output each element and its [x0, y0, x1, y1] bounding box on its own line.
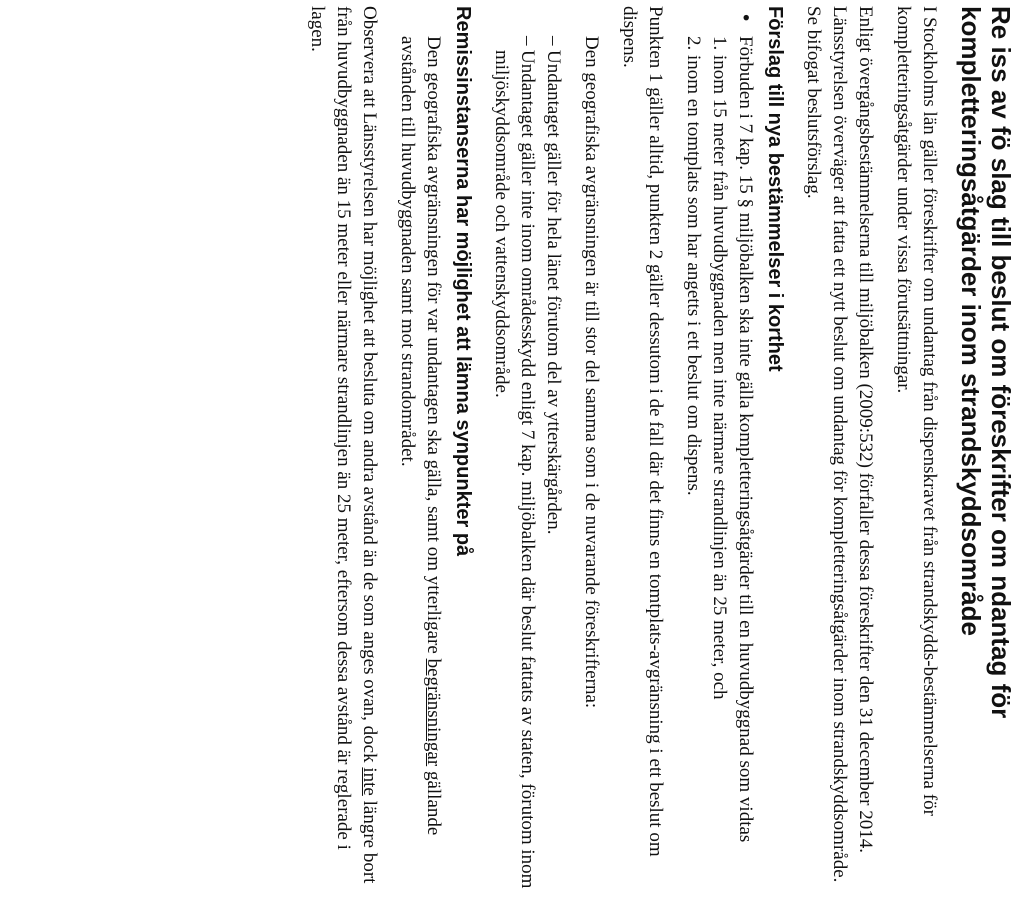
list-item	[540, 36, 566, 898]
punkten-paragraph: Punkten 1 gäller alltid, punkten 2 gäller dessutom i de fall där det finns en tomtplats-avgränsning i ett beslut om dispens.	[619, 6, 666, 857]
intro-paragraph-1: I Stockholms län gäller föreskrifter om undantag från dispenskravet från strandskydds-bestämmelserna för kompletteringsåtgärder under vissa förutsättningar.	[893, 6, 940, 816]
proposal-numbered-list	[680, 6, 732, 898]
geographic-dash-list	[488, 6, 566, 898]
list-item	[732, 12, 758, 898]
list-item: 2. inom en tomtplats som har angetts i ett beslut om dispens.	[683, 36, 704, 496]
document-body	[292, 6, 1016, 898]
proposal-bullet-list	[732, 6, 758, 898]
list-item	[488, 36, 540, 898]
dash-text: Undantaget gäller för hela länet förutom del av ytterskärgården.	[543, 50, 564, 535]
comments-paragraph	[394, 36, 446, 898]
section-heading-proposal: Förslag till nya bestämmelser i korthet	[764, 6, 786, 372]
closing-text-end: längre bort från huvudbyggnaden än 15 meter eller närmare strandlinjen än 25 meter, eftersom dessa avstånd är reglerade i lagen.	[307, 6, 380, 884]
document-title: Re iss av fö slag till beslut om föreskrifter om ndantag för kompletteringsåtgärder inom strandskyddsområde	[956, 6, 1016, 719]
dash-text: Undantaget gäller inte inom områdesskydd enligt 7 kap. miljöbalken där beslut fattats av staten, förutom inom miljöskyddsområde och vattenskyddsområde.	[491, 50, 538, 889]
comments-text-end: gällande avstånden till huvudbyggnaden samt mot strandområdet.	[397, 36, 444, 836]
list-item: 1. inom 15 meter från huvudbyggnaden men inte närmare strandlinjen än 25 meter, och	[709, 36, 730, 700]
intro-paragraph-2: Enligt övergångsbestämmelserna till miljöbalken (2009:532) förfaller dessa föreskrifter den 31 december 2014. Länsstyrelsen överväger att fatta ett nytt beslut om undantag för kompletteringsåtgärder inom strandskyddsområde. Se bifogat beslutsförslag.	[803, 6, 876, 883]
closing-text-start: Observera att Länsstyrelsen har möjlighet att besluta om andra avstånd än de som anges ovan, dock	[359, 6, 380, 768]
section-heading-comments: Remissinstanserna har möjlighet att lämna synpunkter på	[452, 6, 474, 557]
bullet-icon: •	[734, 12, 756, 24]
comments-text-start: Den geografiska avgränsningen för var undantagen ska gälla, samt om ytterligare	[423, 36, 444, 654]
bullet-text: Förbuden i 7 kap. 15 § miljöbalken ska inte gälla kompletteringsåtgärder till en huvudbyggnad som vidtas	[735, 36, 756, 843]
underlined-word: inte	[359, 767, 380, 796]
closing-paragraph	[304, 6, 382, 898]
dash-icon: –	[543, 36, 564, 46]
dash-icon: –	[517, 36, 538, 46]
geographic-paragraph: Den geografiska avgränsningen är till stor del samma som i de nuvarande föreskrifterna:	[581, 36, 602, 709]
underlined-word: begränsningar	[423, 658, 444, 767]
